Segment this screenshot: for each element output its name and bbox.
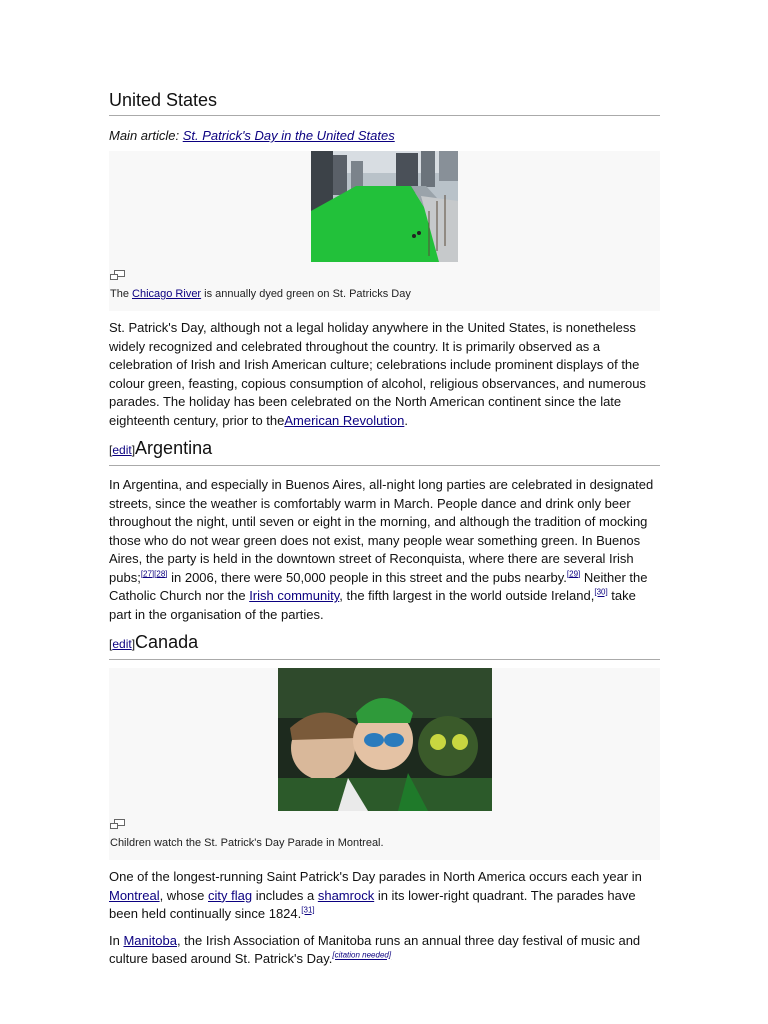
paragraph-canada-1: One of the longest-running Saint Patrick's Day parades in North America occurs each year in Montreal, whose city flag includes a shamrock in its lower-right quadrant. The parades have been held continually since 1824.[31] bbox=[109, 869, 642, 921]
edit-link-canada[interactable]: edit bbox=[112, 637, 132, 651]
section-heading-argentina bbox=[109, 436, 660, 466]
reference-27[interactable]: [27] bbox=[140, 569, 155, 579]
shamrock-link[interactable]: shamrock bbox=[317, 887, 375, 903]
reference-30[interactable]: [30] bbox=[594, 587, 608, 597]
article-content bbox=[109, 88, 660, 969]
reference-31[interactable]: [31] bbox=[301, 905, 315, 915]
section-heading-united-states bbox=[109, 88, 660, 116]
reference-28[interactable]: [28] bbox=[154, 569, 168, 579]
magnify-clip-icon[interactable] bbox=[110, 819, 125, 829]
thumbnail-chicago-river bbox=[109, 151, 660, 311]
heading-text: Canada bbox=[135, 632, 199, 652]
reference-29[interactable]: [29] bbox=[566, 569, 581, 579]
heading-text: Argentina bbox=[135, 438, 213, 458]
montreal-link[interactable]: Montreal bbox=[109, 887, 160, 903]
section-heading-canada bbox=[109, 630, 660, 660]
main-article-link[interactable]: St. Patrick's Day in the United States bbox=[182, 128, 395, 143]
city-flag-link[interactable]: city flag bbox=[208, 887, 253, 903]
thumbnail-montreal-parade bbox=[109, 668, 660, 860]
manitoba-link[interactable]: Manitoba bbox=[123, 932, 177, 948]
chicago-river-link[interactable]: Chicago River bbox=[132, 288, 202, 300]
citation-needed-link[interactable]: [citation needed] bbox=[332, 950, 392, 960]
hatnote: Main article: St. Patrick's Day in the United States bbox=[109, 128, 395, 143]
thumbnail-caption: Children watch the St. Patrick's Day Parade in Montreal. bbox=[110, 837, 384, 849]
irish-community-link[interactable]: Irish community bbox=[249, 588, 340, 603]
chicago-river-image[interactable] bbox=[311, 151, 458, 262]
heading-text: United States bbox=[109, 90, 218, 110]
paragraph-argentina: In Argentina, and especially in Buenos Aires, all-night long parties are celebrated in designated streets, since the weather is comfortably warm in March. People dance and drink only beer throughout the night, until seven or eight in the morning, and although the tradition of mocking those who do not wear green does not exist, many people wear something green. In Buenos Aires, the party is held in the downtown street of Reconquista, where there are several Irish pubs;[27][28] in 2006, there were 50,000 people in this street and the pubs nearby.[29] Neither the Catholic Church nor the Irish community, the fifth largest in the world outside Ireland,[30] take part in the organisation of the parties. bbox=[109, 477, 654, 622]
paragraph-canada-2: In Manitoba, the Irish Association of Manitoba runs an annual three day festival of music and culture based around St. Patrick's Day.[citation needed] bbox=[109, 932, 641, 966]
edit-section: [edit] bbox=[109, 637, 136, 651]
edit-link-argentina[interactable]: edit bbox=[112, 443, 132, 457]
thumbnail-caption: The Chicago River is annually dyed green on St. Patricks Day bbox=[110, 288, 411, 300]
paragraph-united-states: St. Patrick's Day, although not a legal holiday anywhere in the United States, is nonetheless widely recognized and celebrated throughout the country. It is primarily observed as a celebration of Irish and Irish American culture; celebrations include prominent displays of the colour green, feasting, copious consumption of alcohol, religious observances, and numerous parades. The holiday has been celebrated on the North American continent since the late eighteenth century, prior to theAmerican Revolution. bbox=[109, 320, 646, 428]
american-revolution-link[interactable]: American Revolution bbox=[284, 412, 405, 428]
magnify-clip-icon[interactable] bbox=[110, 270, 125, 280]
montreal-parade-image[interactable] bbox=[278, 668, 492, 811]
edit-section: [edit] bbox=[109, 443, 136, 457]
